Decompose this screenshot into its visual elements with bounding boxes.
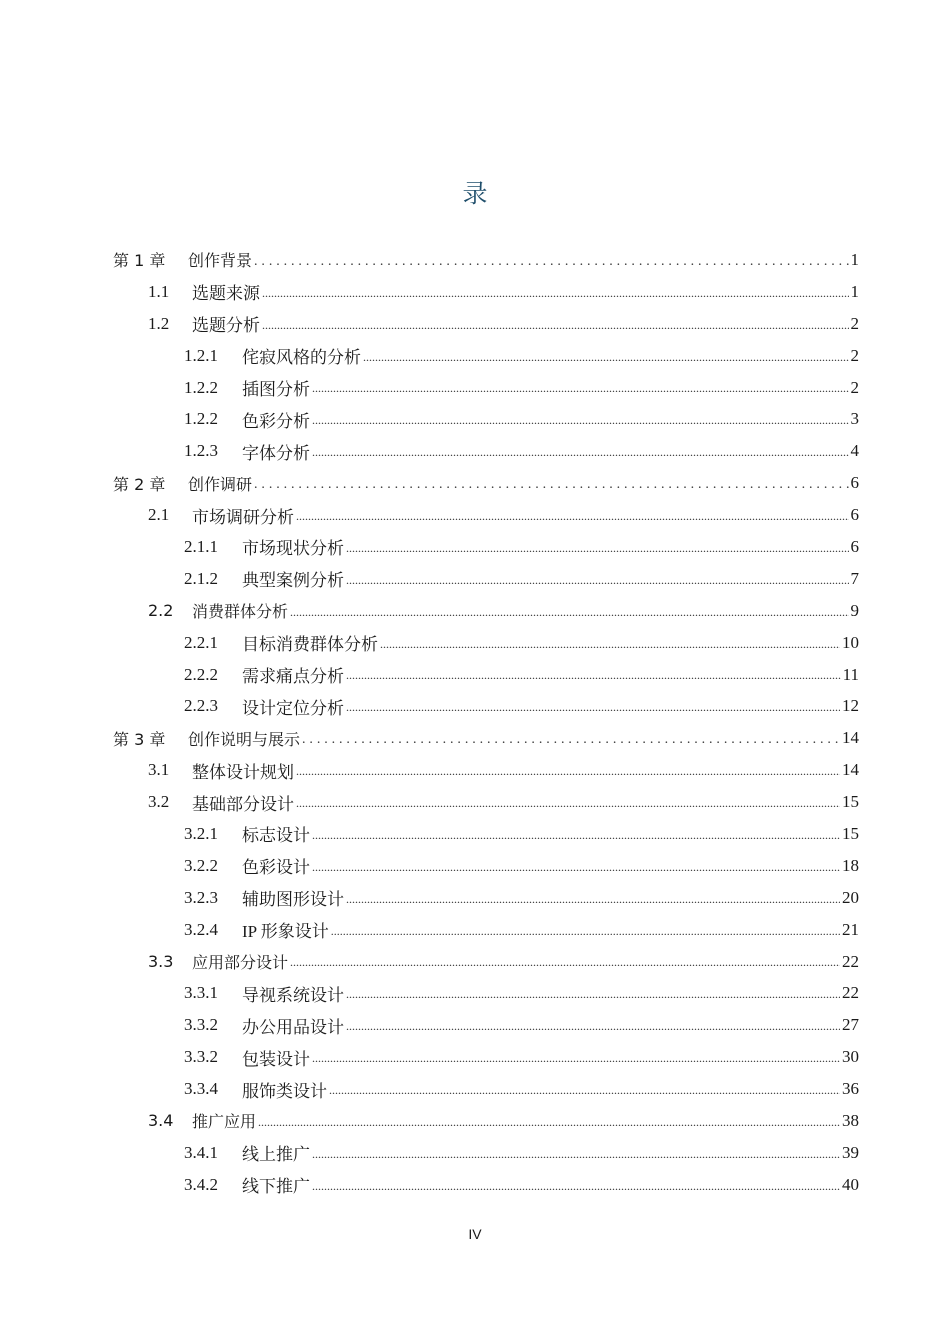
toc-dot-leader [290,601,848,621]
toc-dot-leader [254,250,848,270]
toc-dot-leader [312,1175,840,1195]
toc-entry[interactable] [113,1137,859,1169]
toc-entry-number: 2.1.2 [184,568,218,588]
toc-entry-label: 创作调研 [188,474,253,494]
toc-entry[interactable] [113,1041,859,1073]
toc-entry-label: 典型案例分析 [242,571,344,591]
toc-entry-page: 10 [842,632,859,652]
toc-entry-label: 色彩设计 [242,858,310,878]
toc-dot-leader [312,856,840,876]
toc-entry[interactable] [113,1105,859,1137]
toc-dot-leader [380,633,840,653]
toc-entry-page: 27 [842,1015,859,1035]
toc-entry-label: 插图分析 [242,380,310,399]
toc-entry-label: 基础部分设计 [192,794,294,814]
toc-entry-page: 1 [850,281,859,301]
toc-entry-page: 9 [850,600,859,620]
toc-dot-leader [331,920,840,940]
toc-entry-number: 2.2.1 [184,632,218,652]
toc-dot-leader [296,505,849,525]
toc-dot-leader [254,473,848,493]
toc-entry-number: 2.2.2 [184,664,218,684]
toc-entry-number: 3.1 [148,760,170,780]
toc-entry-number: 3.3 [148,952,174,972]
toc-entry-page: 39 [842,1142,859,1162]
toc-entry-label: 整体设计规划 [192,762,294,782]
toc-entry-number: 2.1.1 [184,536,218,556]
toc-entry[interactable] [113,818,859,850]
toc-entry-page: 38 [842,1110,859,1130]
toc-dot-leader [302,728,840,748]
toc-entry-page: 21 [842,919,859,939]
toc-entry-page: 6 [850,473,859,493]
toc-dot-leader [346,983,840,1003]
toc-entry-label: 包装设计 [242,1049,310,1069]
toc-entry-label: 辅助图形设计 [242,890,344,910]
toc-entry-number: 2.2.3 [184,696,218,716]
toc-entry[interactable] [113,1169,859,1201]
table-of-contents [113,244,859,1201]
toc-entry-page: 20 [842,887,859,907]
toc-entry-label: 导视系统设计 [242,985,344,1005]
toc-entry-number: 1.1 [148,281,170,301]
toc-entry-label: 目标消费群体分析 [242,635,378,655]
toc-entry-label: 市场调研分析 [192,507,294,527]
toc-entry-page: 18 [842,855,859,875]
toc-entry-page: 12 [842,696,859,716]
toc-entry[interactable] [113,977,859,1009]
toc-dot-leader [312,824,840,844]
toc-entry-page: 15 [842,792,859,812]
toc-entry-label: 需求痛点分析 [242,667,344,687]
toc-entry-label: 色彩分析 [242,411,310,431]
toc-dot-leader [258,1111,840,1131]
toc-entry-number: 第 2 章 [113,474,166,494]
toc-entry[interactable] [113,372,859,404]
page-number: IV [468,1226,482,1242]
toc-entry-number: 1.2.3 [184,441,218,461]
toc-entry[interactable] [113,946,859,978]
toc-entry-number: 2.2 [148,601,174,621]
toc-entry-number: 3.4.1 [184,1142,218,1162]
toc-entry-page: 6 [850,505,859,525]
toc-dot-leader [346,888,840,908]
toc-entry-number: 2.1 [148,505,170,525]
toc-entry[interactable] [113,850,859,882]
toc-entry-number: 3.2 [148,792,170,812]
toc-entry-number: 3.2.1 [184,823,218,843]
toc-entry-page: 22 [842,983,859,1003]
toc-entry-page: 7 [850,568,859,588]
toc-entry-label: 字体分析 [242,443,310,463]
toc-entry-number: 3.3.1 [184,983,218,1003]
toc-entry-label: 服饰类设计 [242,1081,327,1101]
toc-dot-leader [296,760,840,780]
toc-entry-label: 线下推广 [242,1177,310,1197]
toc-entry[interactable] [113,403,859,435]
toc-dot-leader [346,1015,840,1035]
toc-entry-label: 选题来源 [192,284,260,304]
toc-entry-page: 40 [842,1174,859,1194]
toc-entry-label: 创作背景 [188,251,253,271]
toc-dot-leader [262,314,849,334]
toc-entry-page: 2 [850,377,859,397]
toc-entry-number: 3.3.4 [184,1079,218,1099]
toc-entry-label: 办公用品设计 [242,1017,344,1037]
toc-dot-leader [312,441,849,461]
toc-entry[interactable] [113,531,859,563]
toc-dot-leader [312,1143,840,1163]
toc-entry-number: 3.2.3 [184,887,218,907]
toc-dot-leader [363,346,849,366]
toc-entry[interactable] [113,659,859,691]
toc-entry-label: 消费群体分析 [192,602,289,622]
toc-entry[interactable] [113,244,859,276]
toc-entry[interactable] [113,882,859,914]
toc-dot-leader [346,664,841,684]
toc-entry[interactable] [113,435,859,467]
toc-dot-leader [312,409,849,429]
toc-entry-label: 线上推广 [242,1145,310,1165]
toc-entry-number: 1.2.2 [184,409,218,429]
toc-entry-page: 15 [842,823,859,843]
toc-entry-label: 标志设计 [242,826,310,846]
toc-entry[interactable] [113,595,859,627]
toc-entry-page: 30 [842,1047,859,1067]
toc-entry-page: 14 [842,728,859,748]
toc-entry[interactable] [113,563,859,595]
toc-entry-label: 选题分析 [192,316,260,336]
toc-entry[interactable] [113,786,859,818]
toc-entry-number: 3.2.2 [184,855,218,875]
toc-dot-leader [290,951,840,971]
toc-entry-page: 4 [850,441,859,461]
toc-entry-number: 1.2 [148,313,170,333]
toc-entry[interactable] [113,627,859,659]
toc-dot-leader [346,696,840,716]
toc-entry-number: 3.4 [148,1111,174,1131]
toc-entry-label: 市场现状分析 [242,539,344,559]
toc-dot-leader [312,1047,840,1067]
toc-entry-page: 1 [850,249,859,269]
toc-entry-number: 3.3.2 [184,1015,218,1035]
toc-entry-label: 侘寂风格的分析 [242,348,361,368]
toc-dot-leader [262,282,849,302]
toc-entry-number: 第 1 章 [113,251,166,271]
toc-entry-page: 2 [850,345,859,365]
toc-entry[interactable] [113,467,859,499]
toc-dot-leader [296,792,840,812]
toc-entry-label: 创作说明与展示 [188,729,301,749]
toc-entry-page: 6 [850,536,859,556]
toc-entry[interactable] [113,690,859,722]
toc-entry[interactable] [113,914,859,946]
toc-entry-number: 3.2.4 [184,919,218,939]
toc-entry[interactable] [113,1009,859,1041]
toc-entry-page: 22 [842,951,859,971]
toc-entry-label: 设计定位分析 [242,698,344,718]
toc-entry-number: 第 3 章 [113,729,166,749]
toc-entry-label: IP 形象设计 [242,922,329,942]
toc-entry-page: 2 [850,313,859,333]
toc-entry-page: 3 [850,409,859,429]
toc-dot-leader [346,569,849,589]
toc-entry-number: 1.2.2 [184,377,218,397]
toc-dot-leader [312,377,849,397]
page-title: 录 [462,179,488,208]
toc-entry-page: 11 [842,664,859,684]
toc-entry[interactable] [113,754,859,786]
toc-entry[interactable] [113,722,859,754]
toc-entry-page: 36 [842,1079,859,1099]
toc-entry[interactable] [113,308,859,340]
toc-entry[interactable] [113,340,859,372]
toc-entry[interactable] [113,499,859,531]
toc-dot-leader [346,537,849,557]
toc-entry-label: 应用部分设计 [192,953,289,973]
toc-entry-number: 3.4.2 [184,1174,218,1194]
toc-entry-page: 14 [842,760,859,780]
toc-entry-number: 3.3.2 [184,1047,218,1067]
toc-dot-leader [329,1079,840,1099]
toc-entry-number: 1.2.1 [184,345,218,365]
toc-entry-label: 推广应用 [192,1112,257,1132]
toc-entry[interactable] [113,1073,859,1105]
toc-entry[interactable] [113,276,859,308]
